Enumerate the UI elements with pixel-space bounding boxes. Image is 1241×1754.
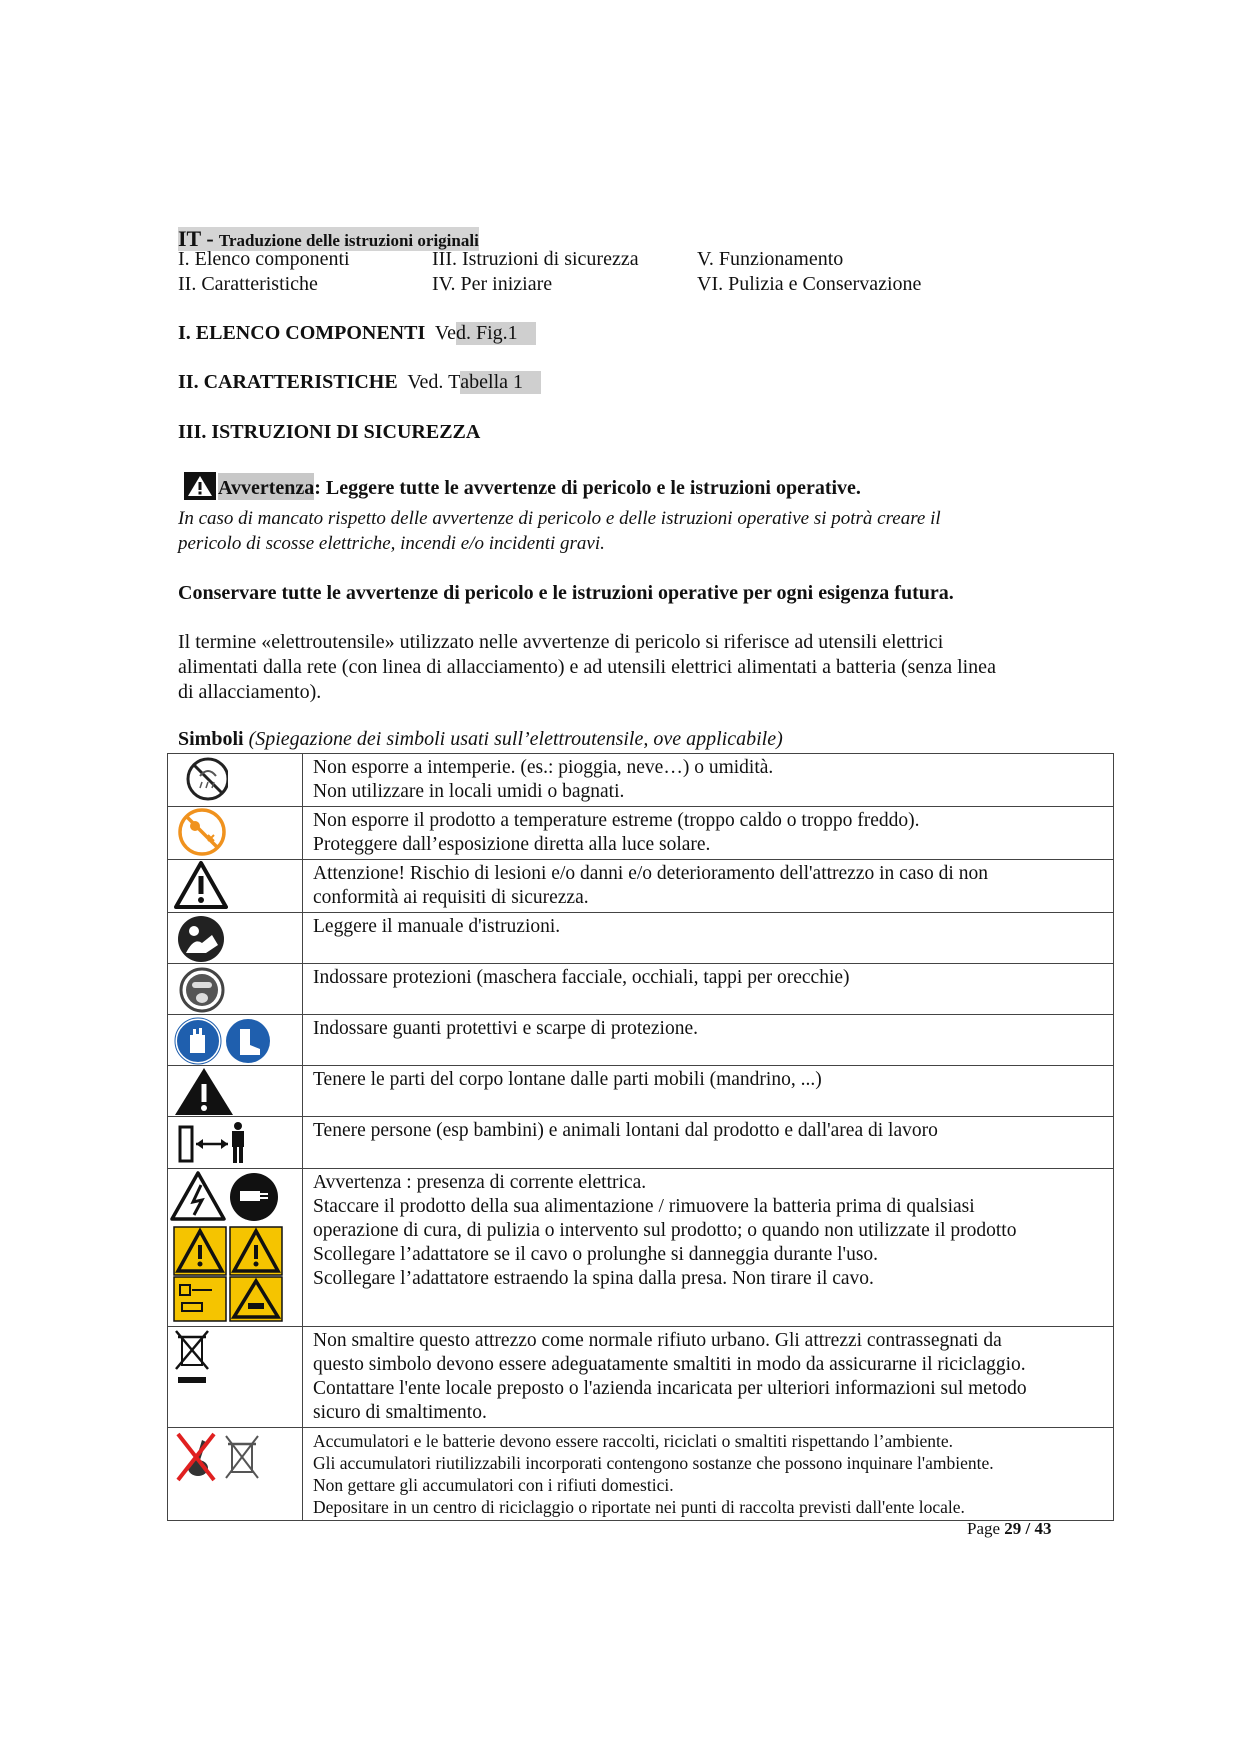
table-row [168,1015,1114,1066]
table-row [168,807,1114,860]
table-row [168,1066,1114,1117]
description-line: Proteggere dall’esposizione diretta alla luce solare. [313,834,711,855]
icon-cell [168,754,303,807]
description-line: Tenere le parti del corpo lontane dalle parti mobili (mandrino, ...) [313,1069,822,1090]
attention-triangle-icon [168,860,228,910]
header-title: Traduzione delle istruzioni originali [218,231,479,250]
table-row [168,1169,1114,1327]
toc-item: IV. Per iniziare [432,273,553,295]
toc-item: III. Istruzioni di sicurezza [432,248,639,270]
toc-item: II. Caratteristiche [178,273,318,295]
description-line: Non gettare gli accumulatori con i rifiuti domestici. [313,1475,674,1495]
description-line: Attenzione! Rischio di lesioni e/o danni e/o deterioramento dell'attrezzo in caso di non [313,863,988,884]
description-line: Scollegare l’adattatore estraendo la spina dalla presa. Non tirare il cavo. [313,1268,874,1289]
warning-triangle-icon [184,472,216,500]
icon-cell [168,1066,303,1117]
section-ref-prefix: Ved. T [407,371,461,393]
toc-item: I. Elenco componenti [178,248,350,270]
section-title: II. CARATTERISTICHE [178,371,398,393]
paragraph-line: pericolo di scosse elettriche, incendi e/o incidenti gravi. [178,533,605,554]
table-row [168,754,1114,807]
page-current: 29 [1004,1519,1022,1538]
icon-cell [168,1015,303,1066]
description-line: operazione di cura, di pulizia o intervento sul prodotto; o quando non utilizzate il prodotto [313,1220,1017,1241]
description-line: Gli accumulatori riutilizzabili incorporati contengono sostanze che possono inquinare l'ambiente. [313,1453,994,1473]
section-ref-highlight: d. Fig.1 [456,322,536,345]
icon-cell [168,913,303,964]
description-cell [303,1066,1114,1117]
gloves-boots-icon [168,1015,278,1065]
section-heading-characteristics [178,371,541,394]
icon-cell [168,807,303,860]
paragraph-line: Il termine «elettroutensile» utilizzato nelle avvertenze di pericolo si riferisce ad utensili elettrici [178,631,944,653]
description-line: sicuro di smaltimento. [313,1402,487,1423]
section-title: III. ISTRUZIONI DI SICUREZZA [178,421,481,443]
icon-cell [168,1428,303,1521]
description-cell [303,1428,1114,1521]
description-line: Tenere persone (esp bambini) e animali lontani dal prodotto e dall'area di lavoro [313,1120,938,1141]
wear-mask-goggles-earplugs-icon [168,964,228,1014]
electric-hazard-icon [168,1169,288,1324]
table-row [168,1327,1114,1428]
description-line: Indossare protezioni (maschera facciale, occhiali, tappi per orecchie) [313,967,850,988]
symbols-heading [178,728,783,751]
table-row [168,913,1114,964]
description-cell [303,860,1114,913]
section-title: I. ELENCO COMPONENTI [178,322,426,344]
description-line: Avvertenza : presenza di corrente elettrica. [313,1172,647,1193]
toc-item: V. Funzionamento [697,248,844,270]
description-line: conformità ai requisiti di sicurezza. [313,887,589,908]
description-line: Scollegare l’adattatore se il cavo o prolunghe si danneggia durante l'uso. [313,1244,879,1265]
description-line: Leggere il manuale d'istruzioni. [313,916,561,937]
moving-parts-warning-icon [168,1066,238,1116]
table-row [168,964,1114,1015]
description-line: Non esporre a intemperie. (es.: pioggia, neve…) o umidità. [313,757,774,778]
language-code: IT - [178,226,214,251]
term-paragraph [178,630,1078,705]
description-cell [303,1169,1114,1327]
no-extreme-temperature-icon [168,807,228,857]
warning-line [184,472,861,500]
section-ref-highlight: abella 1 [460,371,541,394]
description-cell [303,1117,1114,1169]
description-line: Non utilizzare in locali umidi o bagnati. [313,781,625,802]
section-heading-safety [178,421,480,444]
description-cell [303,807,1114,860]
symbols-table [167,753,1114,1521]
paragraph-line: alimentati dalla rete (con linea di allacciamento) e ad utensili elettrici alimentati a batteria (senza linea [178,656,996,678]
icon-cell [168,1169,303,1327]
description-line: Depositare in un centro di riciclaggio o riportate nei punti di raccolta previsti dall'ente locale. [313,1497,965,1517]
description-line: Non esporre il prodotto a temperature estreme (troppo caldo o troppo freddo). [313,810,920,831]
read-manual-icon [168,913,228,963]
page-separator: / [1021,1519,1035,1538]
description-line: Accumulatori e le batterie devono essere raccolti, riciclati o smaltiti rispettando l’ambiente. [313,1431,953,1451]
toc-col-1 [178,247,350,297]
no-rain-icon [168,754,228,804]
description-line: Contattare l'ente locale preposto o l'azienda incaricata per ulteriori informazioni sul metodo [313,1378,1027,1399]
warning-italic-paragraph [178,506,1078,556]
table-row [168,860,1114,913]
warning-text: : Leggere tutte le avvertenze di pericolo e le istruzioni operative. [314,477,861,499]
page-total: 43 [1034,1519,1052,1538]
paragraph-line: di allacciamento). [178,681,322,703]
description-line: Indossare guanti protettivi e scarpe di protezione. [313,1018,698,1039]
description-cell [303,1327,1114,1428]
warning-label: Avvertenza [218,473,314,500]
section-ref-prefix: Ve [434,322,456,344]
toc-item: VI. Pulizia e Conservazione [697,273,922,295]
battery-disposal-icon [168,1428,278,1488]
table-row [168,1428,1114,1521]
description-line: Staccare il prodotto della sua alimentazione / rimuovere la batteria prima di qualsiasi [313,1196,975,1217]
icon-cell [168,1327,303,1428]
description-cell [303,964,1114,1015]
toc-col-3 [697,247,921,297]
paragraph-line: In caso di mancato rispetto delle avvertenze di pericolo e delle istruzioni operative si potrà creare il [178,508,941,529]
page-number [967,1519,1052,1539]
section-heading-components [178,322,536,345]
weee-bin-icon [168,1327,228,1387]
symbols-heading-bold: Simboli [178,728,244,750]
description-cell [303,913,1114,964]
keep-instructions-text: Conservare tutte le avvertenze di pericolo e le istruzioni operative per ogni esigenza futura. [178,582,954,604]
icon-cell [168,1117,303,1169]
description-cell [303,1015,1114,1066]
toc-col-2 [432,247,639,297]
icon-cell [168,860,303,913]
table-row [168,1117,1114,1169]
description-cell [303,754,1114,807]
description-line: questo simbolo devono essere adeguatamente smaltiti in modo da assicurarne il riciclaggio. [313,1354,1026,1375]
keep-distance-icon [168,1117,278,1167]
symbols-heading-italic: (Spiegazione dei simboli usati sull’elettroutensile, ove applicabile) [248,728,783,750]
icon-cell [168,964,303,1015]
description-line: Non smaltire questo attrezzo come normale rifiuto urbano. Gli attrezzi contrassegnati da [313,1330,1002,1351]
page-prefix: Page [967,1519,1005,1538]
